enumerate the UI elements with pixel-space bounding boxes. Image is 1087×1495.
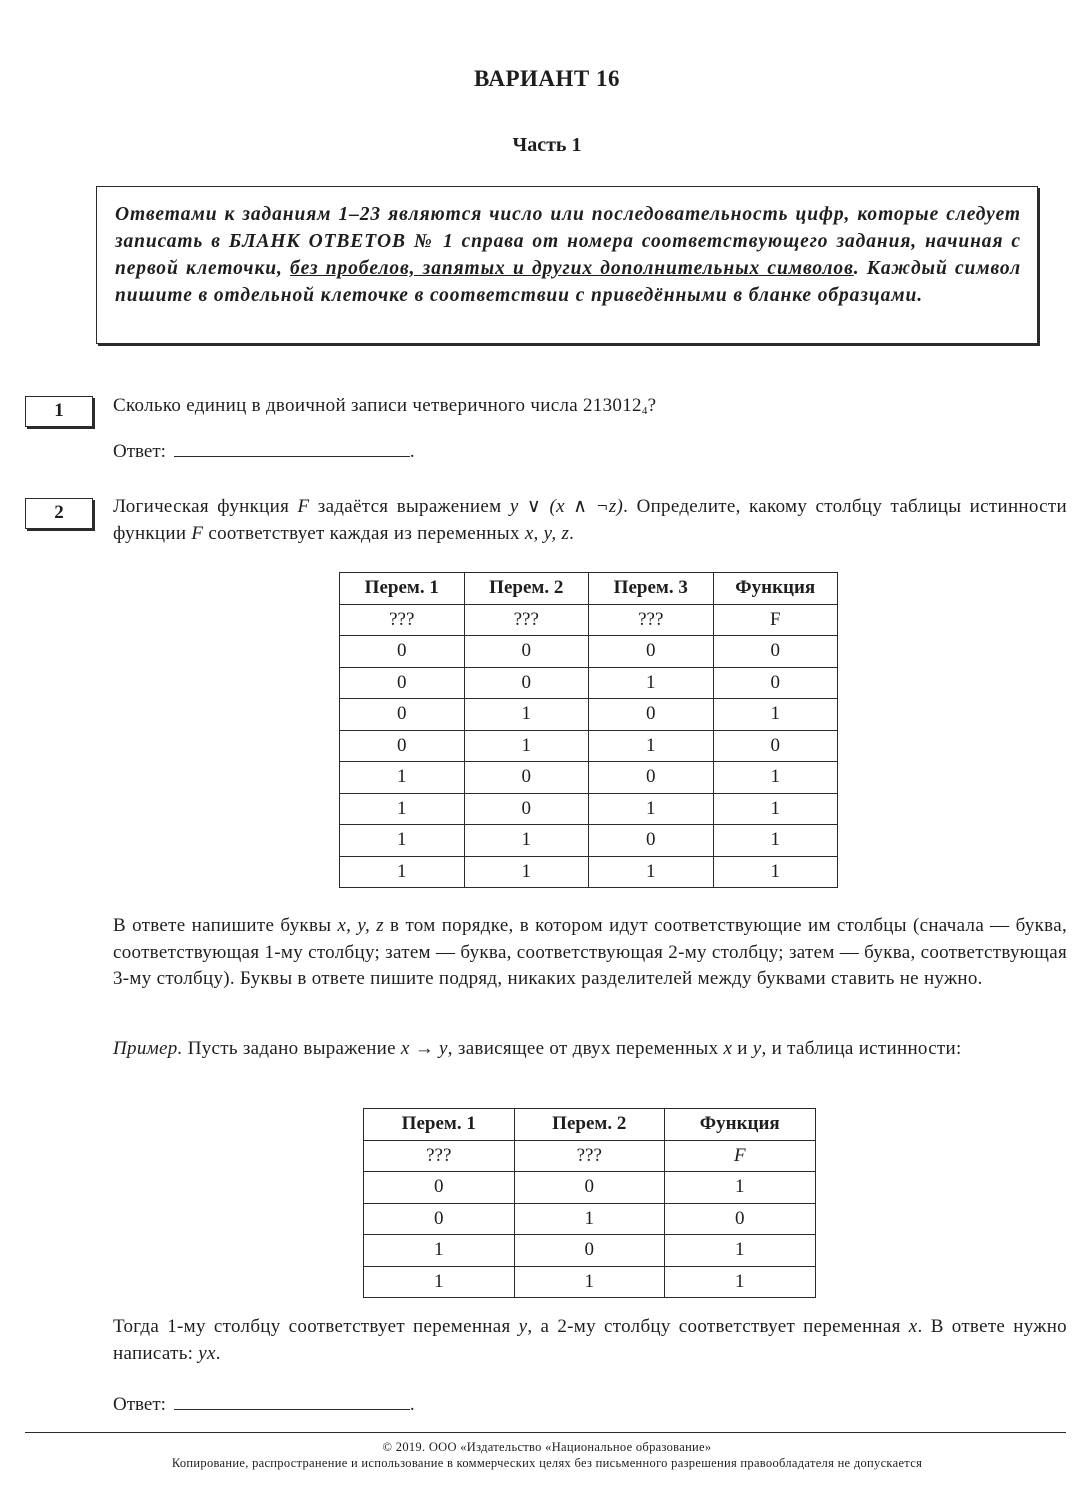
table-cell: 1 xyxy=(514,1203,665,1235)
table-cell: 1 xyxy=(713,699,838,731)
table-row xyxy=(340,762,838,794)
table-cell: ??? xyxy=(514,1140,665,1172)
table-cell: 0 xyxy=(589,636,714,668)
table-cell: 1 xyxy=(364,1235,515,1267)
conclusion-d: . xyxy=(215,1342,221,1364)
example-expression: x → y xyxy=(400,1038,448,1059)
table-cell: 0 xyxy=(665,1203,816,1235)
table-row xyxy=(364,1140,816,1172)
answer-info-a: В ответе напишите буквы xyxy=(113,915,338,936)
task-2-intro-b: задаётся выражением xyxy=(309,496,510,517)
var-x: x xyxy=(908,1316,918,1337)
table-cell: 1 xyxy=(589,856,714,888)
task-2-answer-info xyxy=(113,913,1067,993)
conclusion-a: Тогда 1-му столбцу соответствует переменная xyxy=(113,1316,519,1337)
header-cell: Функция xyxy=(665,1109,816,1141)
task-2-answer-label: Ответ: xyxy=(113,1394,166,1415)
table-cell: 1 xyxy=(713,793,838,825)
task-1-answer-label: Ответ: xyxy=(113,441,166,462)
example-truth-table xyxy=(363,1108,816,1298)
instructions-text-b: . Каждый символ пишите в отдельной клеточке в соответствии с приведёнными в бланке образцами. xyxy=(115,258,1021,306)
task-1-question xyxy=(113,393,1067,425)
table-cell: F xyxy=(713,604,838,636)
conclusion-b: , а 2-му столбцу соответствует переменная xyxy=(527,1316,909,1337)
table-cell: 0 xyxy=(589,762,714,794)
table-cell: 1 xyxy=(589,793,714,825)
table-row xyxy=(340,604,838,636)
table-cell: 1 xyxy=(713,856,838,888)
task-1-answer-line[interactable] xyxy=(174,438,410,457)
table-row xyxy=(340,699,838,731)
table-cell: ??? xyxy=(340,604,465,636)
table-row xyxy=(364,1172,816,1204)
table-cell: ??? xyxy=(364,1140,515,1172)
table-cell: 1 xyxy=(340,825,465,857)
instructions-text-a: Ответами к заданиям 1–23 являются число или последовательность цифр, которые следует записать в БЛАНК ОТВЕТОВ № 1 справа от номера соответствующего задания, начиная с первой клеточки, xyxy=(115,204,1021,279)
task-2-answer-line[interactable] xyxy=(174,1391,410,1410)
table-cell: 0 xyxy=(713,636,838,668)
var-x: x xyxy=(723,1038,733,1059)
instructions-box xyxy=(96,186,1038,344)
table-cell: 0 xyxy=(340,699,465,731)
header-cell: Перем. 3 xyxy=(589,573,714,605)
example-a: Пусть задано выражение xyxy=(182,1038,401,1059)
table-cell: 0 xyxy=(464,793,589,825)
table-row xyxy=(364,1203,816,1235)
table-cell: ??? xyxy=(464,604,589,636)
task-2-intro-a: Логическая функция xyxy=(113,496,298,517)
table-cell: 0 xyxy=(364,1203,515,1235)
truth-table xyxy=(339,572,838,888)
header-cell: Перем. 2 xyxy=(464,573,589,605)
table-cell: F xyxy=(665,1140,816,1172)
table-cell: 1 xyxy=(464,825,589,857)
task-2-vars: x, y, z xyxy=(524,522,570,544)
table-row xyxy=(364,1235,816,1267)
task-2-intro xyxy=(113,494,1067,547)
table-cell: 0 xyxy=(464,636,589,668)
table-cell: 1 xyxy=(589,667,714,699)
table-row xyxy=(340,667,838,699)
header-cell: Перем. 2 xyxy=(514,1109,665,1141)
table-cell: 0 xyxy=(514,1172,665,1204)
var-y: y xyxy=(518,1316,528,1337)
example-c: , и таблица истинности: xyxy=(761,1038,962,1059)
table-cell: 0 xyxy=(713,667,838,699)
var-y: y xyxy=(752,1038,762,1059)
variant-title: ВАРИАНТ 16 xyxy=(473,66,621,91)
header-cell: Перем. 1 xyxy=(364,1109,515,1141)
task-2-expression: y ∨ (x ∧ ¬z) xyxy=(509,496,624,517)
part-title: Часть 1 xyxy=(512,134,582,156)
table-cell: 1 xyxy=(340,856,465,888)
example-b: , зависящее от двух переменных xyxy=(447,1038,724,1059)
table-cell: 0 xyxy=(364,1172,515,1204)
table-cell: 1 xyxy=(464,730,589,762)
table-cell: 1 xyxy=(665,1235,816,1267)
table-cell: 0 xyxy=(713,730,838,762)
table-row xyxy=(340,793,838,825)
table-row xyxy=(364,1266,816,1298)
header-cell: Перем. 1 xyxy=(340,573,465,605)
table-cell: 0 xyxy=(340,636,465,668)
table-cell: 1 xyxy=(713,825,838,857)
table-row xyxy=(340,825,838,857)
table-cell: 0 xyxy=(514,1235,665,1267)
table-row xyxy=(340,636,838,668)
table-cell: 1 xyxy=(665,1172,816,1204)
table-cell: 1 xyxy=(464,856,589,888)
var-F: F xyxy=(297,496,310,517)
footer-notice: Копирование, распространение и использование в коммерческих целях без письменного разрешения правообладателя не допускается xyxy=(171,1456,923,1470)
task-1-question-end: ? xyxy=(647,395,657,416)
answer-info-b: в том порядке, в котором идут соответствующие им столбцы (сначала — буква, соответствующая 1-му столбцу; затем — буква, соответствующая 2-му столбцу; затем — буква, соответствующая 3-му столбцу). Буквы в ответе пишите подряд, никаких разделителей между буквами ставить не нужно. xyxy=(113,915,1067,989)
footer-copyright: © 2019. ООО «Издательство «Национальное образование» xyxy=(382,1440,712,1454)
table-cell: 0 xyxy=(589,825,714,857)
header-cell: Функция xyxy=(713,573,838,605)
table-cell: 0 xyxy=(464,667,589,699)
task-2-number: 2 xyxy=(25,498,93,529)
var-F: F xyxy=(191,522,204,544)
task-2-intro-e: . xyxy=(569,522,575,544)
task-2-conclusion xyxy=(113,1314,1067,1367)
table-cell: 1 xyxy=(514,1266,665,1298)
conclusion-c: . В ответе нужно написать: xyxy=(113,1316,1067,1364)
task-1-base: 4 xyxy=(641,405,648,417)
table-cell: 1 xyxy=(665,1266,816,1298)
table-cell: 0 xyxy=(340,730,465,762)
task-2-answer xyxy=(113,1391,415,1416)
table-cell: 1 xyxy=(340,762,465,794)
table-header-row xyxy=(340,573,838,605)
table-row xyxy=(340,856,838,888)
task-2-intro-c: . Определите, какому столбцу таблицы истинности функции xyxy=(113,496,1067,544)
conclusion-answer: yx xyxy=(198,1342,216,1364)
task-2-intro-d: соответствует каждая из переменных xyxy=(203,522,525,544)
task-1-answer-end: . xyxy=(409,441,415,462)
task-2-example xyxy=(113,1036,1067,1063)
task-2-answer-end: . xyxy=(409,1394,415,1415)
task-1-number: 1 xyxy=(25,396,93,427)
answer-info-vars: x, y, z xyxy=(337,915,384,936)
table-cell: 1 xyxy=(464,699,589,731)
table-cell: 1 xyxy=(364,1266,515,1298)
table-row xyxy=(340,730,838,762)
table-cell: 0 xyxy=(464,762,589,794)
table-cell: 1 xyxy=(713,762,838,794)
footer-divider xyxy=(25,1432,1066,1433)
table-cell: 1 xyxy=(589,730,714,762)
example-label: Пример. xyxy=(113,1038,183,1059)
table-cell: ??? xyxy=(589,604,714,636)
table-cell: 0 xyxy=(340,667,465,699)
task-1-question-text: Сколько единиц в двоичной записи четверичного числа 213012 xyxy=(113,395,642,416)
table-header-row xyxy=(364,1109,816,1141)
task-1-answer xyxy=(113,438,415,463)
instructions-underlined: без пробелов, запятых и других дополнительных символов xyxy=(290,258,854,279)
example-and: и xyxy=(732,1038,753,1059)
table-cell: 1 xyxy=(340,793,465,825)
table-cell: 0 xyxy=(589,699,714,731)
